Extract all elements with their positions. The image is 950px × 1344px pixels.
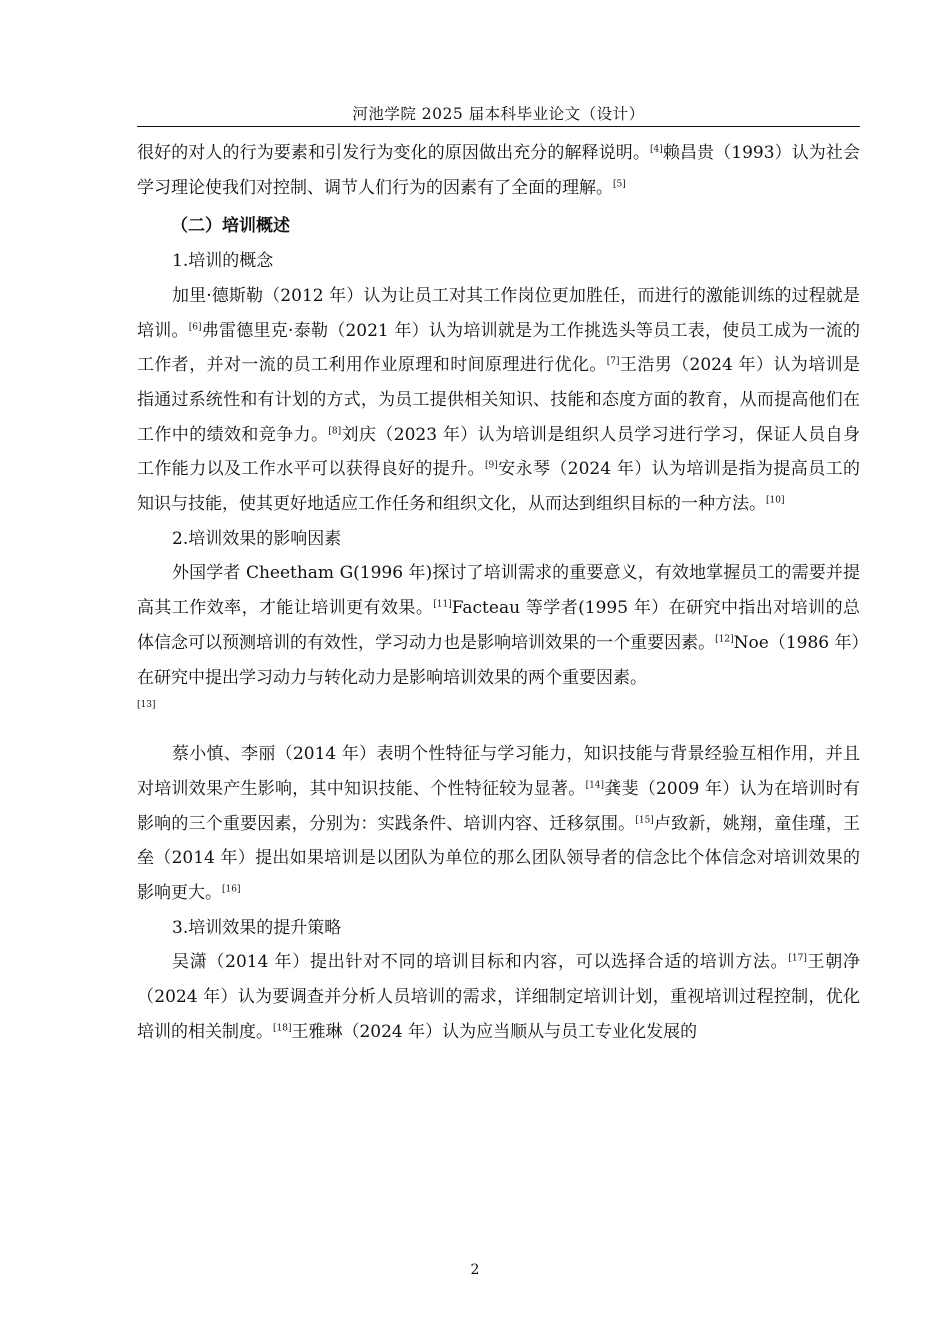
citation-ref: [10] bbox=[766, 495, 785, 506]
paragraph-text: 蔡小慎、李丽（2014 年）表明个性特征与学习能力，知识技能与背景经验互相作用，并且对培训效果产生影响，其中知识技能、个性特征较为显著。 bbox=[137, 744, 860, 799]
page-body bbox=[137, 136, 860, 1050]
paragraph-text: 赖昌贵（1993）认为社会学习理论使我们对控制、调节人们行为的因素有了全面的理解。 bbox=[137, 143, 861, 198]
subsection-heading: 3.培训效果的提升策略 bbox=[172, 917, 342, 938]
paragraph-text: 王雅琳（2024 年）认为应当顺从与员工专业化发展的 bbox=[291, 1021, 698, 1042]
citation-ref: [5] bbox=[613, 178, 626, 189]
paragraph-text: 很好的对人的行为要素和引发行为变化的原因做出充分的解释说明。 bbox=[137, 143, 650, 163]
citation-ref: [14] bbox=[585, 780, 605, 791]
citation-ref: [7] bbox=[606, 356, 620, 367]
citation-ref: [11] bbox=[433, 599, 452, 610]
paragraph bbox=[137, 737, 860, 911]
citation-ref: [9] bbox=[485, 460, 498, 471]
paragraph-text: 龚斐（2009 年）认为在培训时有影响的三个重要因素，分别为：实践条件、培训内容、迁移氛围。 bbox=[137, 778, 860, 834]
paragraph-text: 外国学者 Cheetham G(1996 年)探讨了培训需求的重要意义，有效地掌握员工的需要并提高其工作效率，才能让培训更有效果。 bbox=[137, 563, 860, 619]
paragraph-text: 卢致新，姚翔，童佳瑾，王垒（2014 年）提出如果培训是以团队为单位的那么团队领导者的信念比个体信念对培训效果的影响更大。 bbox=[137, 813, 861, 904]
paragraph-text: 王朝净（2024 年）认为要调查并分析人员培训的需求，详细制定培训计划，重视培训过程控制，优化培训的相关制度。 bbox=[137, 952, 860, 1042]
citation-ref: [16] bbox=[222, 884, 241, 895]
paragraph-text: 吴潇（2014 年）提出针对不同的培训目标和内容，可以选择合适的培训方法。 bbox=[172, 952, 789, 973]
paragraph-text: 王浩男（2024 年）认为培训是指通过系统性和有计划的方式，为员工提供相关知识、技能和态度方面的教育，从而提高他们在工作中的绩效和竞争力。 bbox=[137, 355, 861, 445]
paragraph-text: 刘庆（2023 年）认为培训是组织人员学习进行学习，保证人员自身工作能力以及工作水平可以获得良好的提升。 bbox=[137, 424, 861, 480]
page-number: 2 bbox=[470, 1262, 480, 1278]
citation-ref: [17] bbox=[788, 953, 807, 964]
citation-ref: [4] bbox=[650, 144, 663, 155]
section-heading: （二）培训概述 bbox=[171, 216, 290, 237]
paragraph-text: Facteau 等学者(1995 年）在研究中指出对培训的总体信念可以预测培训的有效性，学习动力也是影响培训效果的一个重要因素。 bbox=[137, 598, 860, 653]
citation-ref: [6] bbox=[188, 321, 202, 332]
paragraph bbox=[137, 279, 860, 522]
citation-ref: [15] bbox=[635, 814, 654, 825]
citation-ref: [8] bbox=[328, 425, 342, 436]
paragraph-text: 弗雷德里克·泰勒（2021 年）认为培训就是为工作挑选头等员工表，使员工成为一流的工作者，并对一流的员工利用作业原理和时间原理进行优化。 bbox=[137, 320, 860, 376]
paragraph-text: Noe（1986 年）在研究中提出学习动力与转化动力是影响培训效果的两个重要因素。 bbox=[137, 632, 860, 688]
paragraph-continuation bbox=[137, 136, 860, 205]
paragraph-text: 安永琴（2024 年）认为培训是指为提高员工的知识与技能，使其更好地适应工作任务和组织文化，从而达到组织目标的一种方法。 bbox=[137, 459, 861, 515]
header-rule bbox=[137, 126, 860, 127]
citation-ref: [12] bbox=[715, 634, 734, 645]
paragraph-text: 加里·德斯勒（2012 年）认为让员工对其工作岗位更加胜任，而进行的激能训练的过程就是培训。 bbox=[137, 285, 860, 341]
citation-ref: [13] bbox=[137, 700, 156, 711]
paragraph bbox=[137, 945, 860, 1049]
running-header: 河池学院 2025 届本科毕业论文（设计） bbox=[352, 105, 645, 123]
subsection-heading: 2.培训效果的影响因素 bbox=[172, 528, 342, 549]
paragraph bbox=[137, 556, 860, 695]
subsection-heading: 1.培训的概念 bbox=[172, 251, 274, 272]
citation-ref: [18] bbox=[273, 1023, 292, 1034]
